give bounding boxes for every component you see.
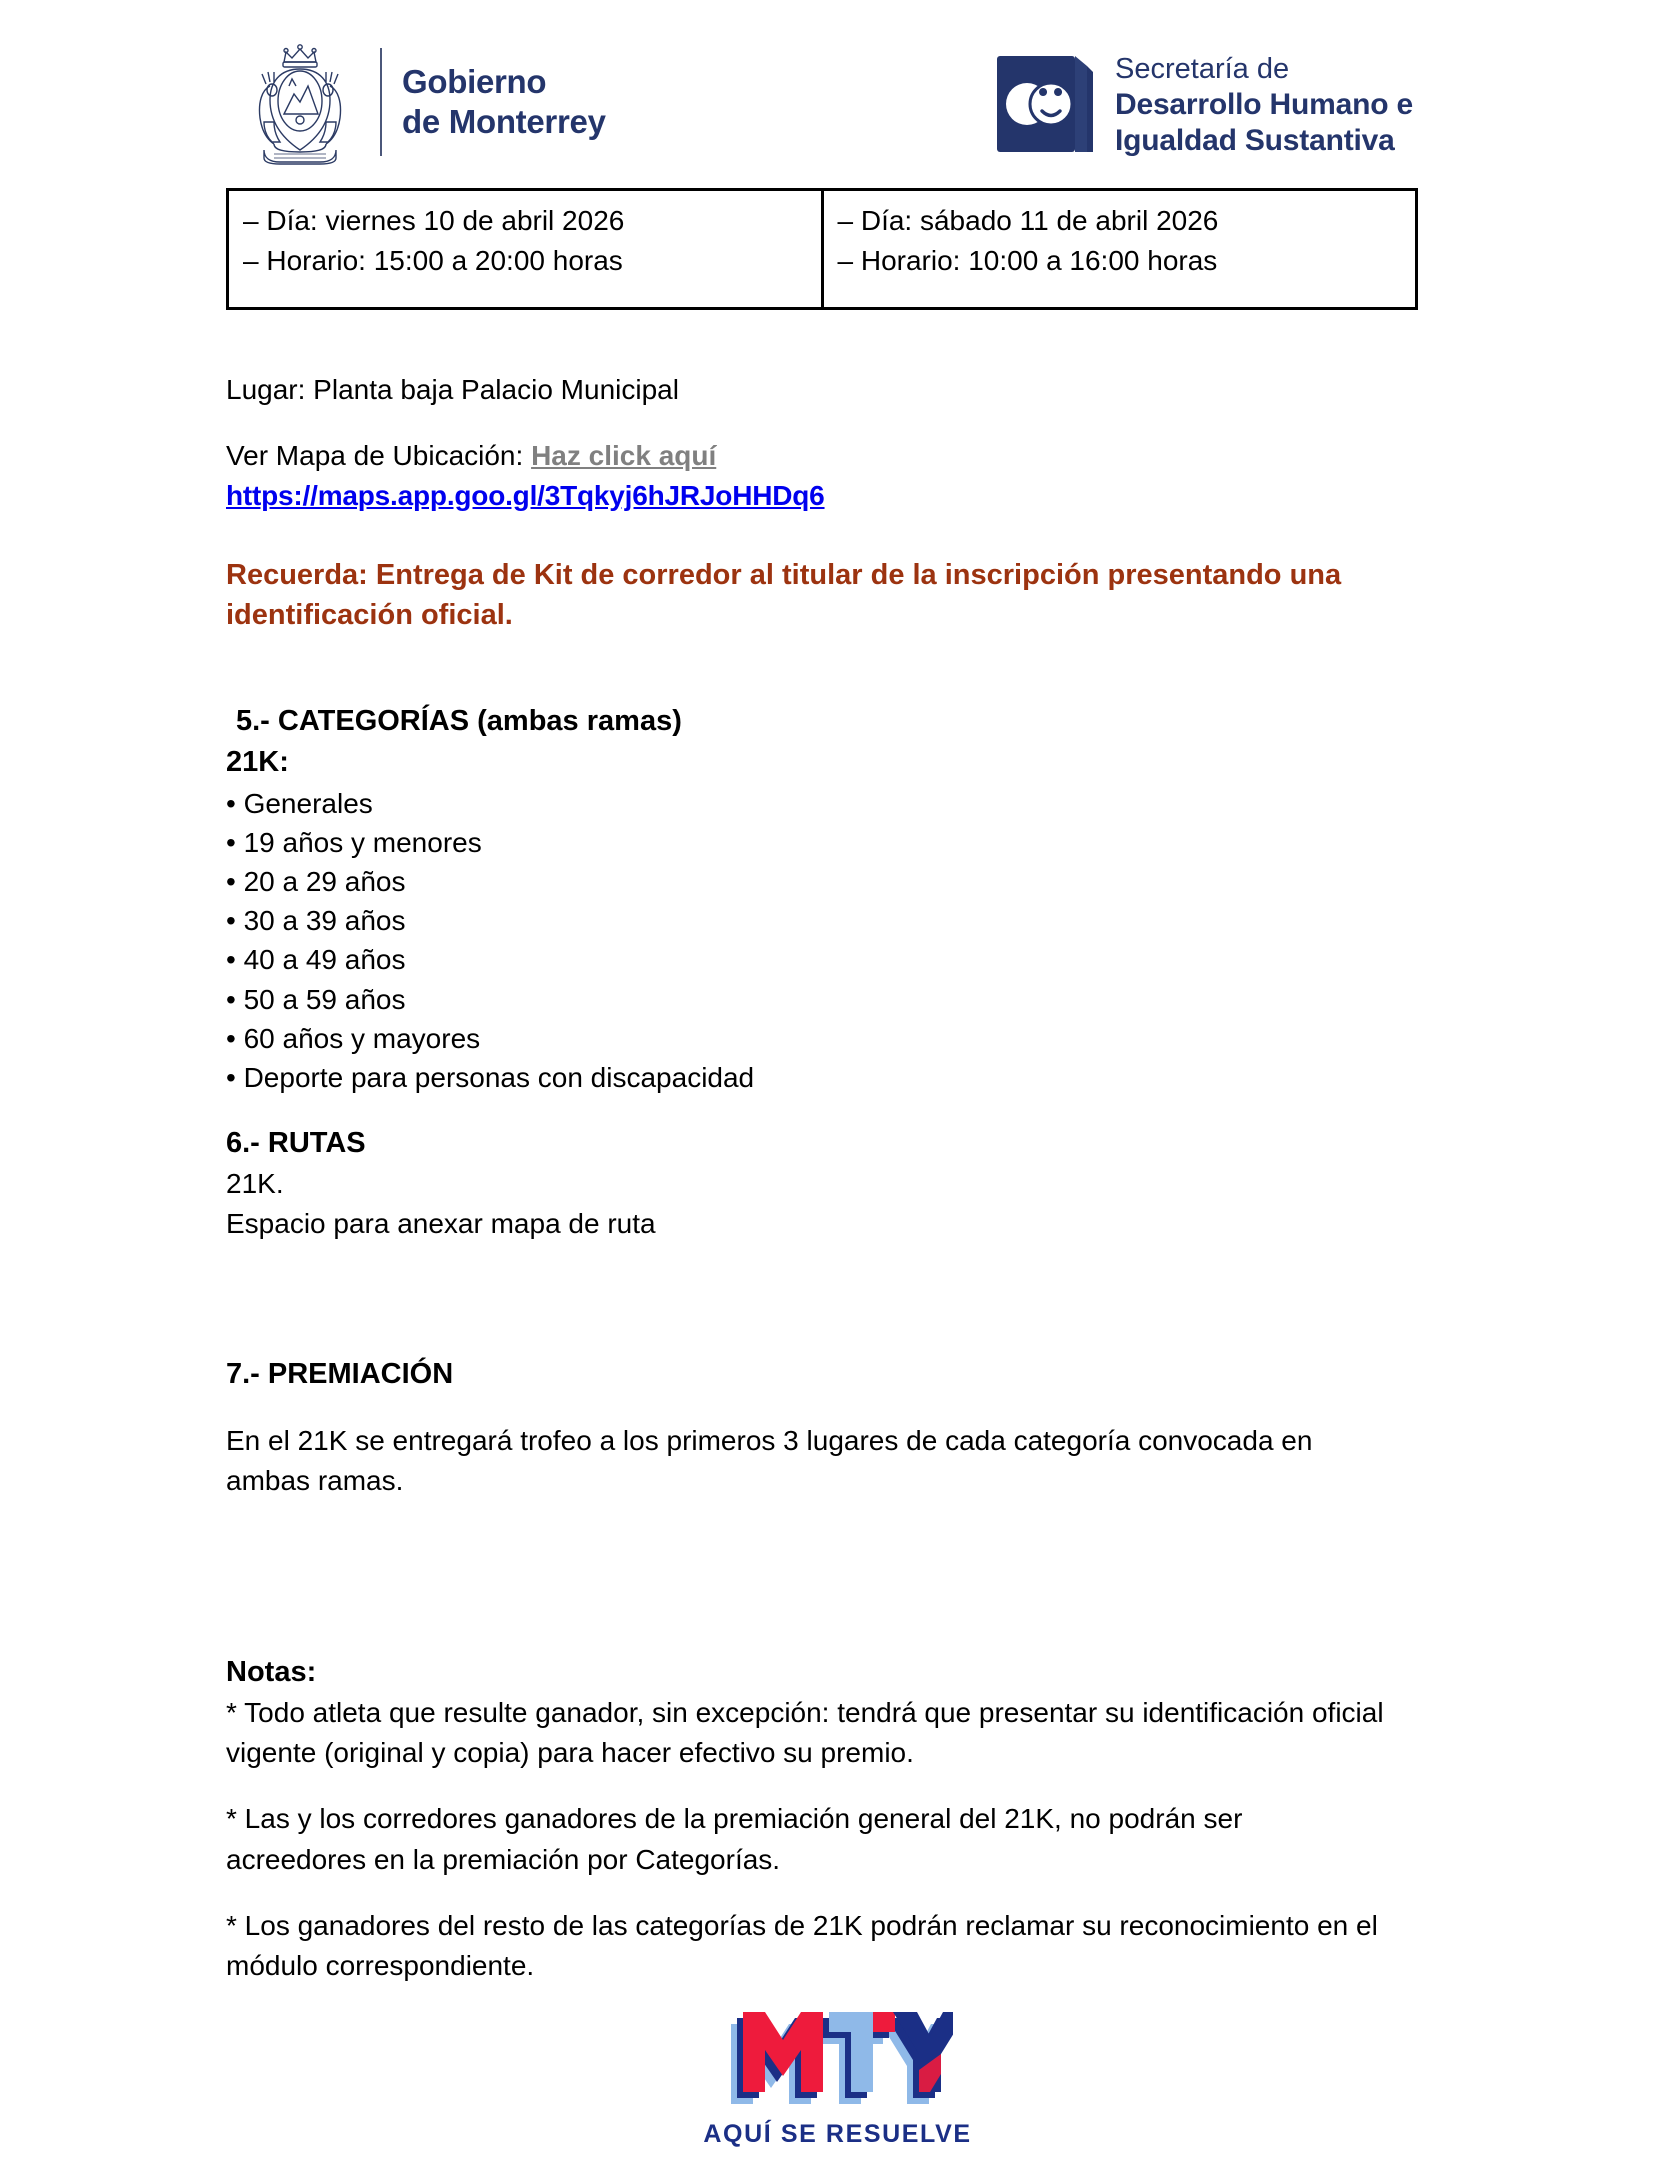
gobierno-wordmark [402, 62, 606, 143]
saturday-hours-line: – Horario: 10:00 a 16:00 horas [837, 244, 1218, 276]
list-item: • 60 años y mayores [226, 1022, 481, 1054]
rutas-heading: 6.- RUTAS [226, 1127, 366, 1160]
recuerda-note: Recuerda: Entrega de Kit de corredor al titular de la inscripción presentando una identificación oficial. [226, 559, 1342, 632]
map-url-link[interactable]: https://maps.app.goo.gl/3Tqkyj6hJRJoHHDq6 [226, 479, 825, 511]
secretaria-line-3: Igualdad Sustantiva [1115, 123, 1395, 157]
list-item: • 50 a 59 años [226, 983, 406, 1015]
haz-click-aqui-link[interactable]: Haz click aquí [531, 439, 717, 471]
categorias-list [226, 784, 1426, 1098]
premiacion-heading: 7.- PREMIACIÓN [226, 1357, 454, 1390]
ver-mapa-label: Ver Mapa de Ubicación: [226, 439, 532, 471]
gobierno-line-2: de Monterrey [402, 103, 606, 140]
schedule-table [226, 188, 1418, 310]
monterrey-coat-of-arms-icon [240, 38, 360, 166]
document-header [0, 30, 1675, 180]
categorias-subheading: 21K: [226, 746, 289, 779]
rutas-distance: 21K. [226, 1168, 284, 1200]
lugar-line: Lugar: Planta baja Palacio Municipal [226, 374, 679, 405]
mty-logo-icon [723, 2004, 953, 2116]
friday-hours-line: – Horario: 15:00 a 20:00 horas [243, 244, 623, 276]
notas-heading: Notas: [226, 1655, 317, 1688]
mty-tagline: AQUÍ SE RESUELVE [703, 2120, 972, 2148]
table-row [228, 190, 1417, 309]
secretaria-line-2: Desarrollo Humano e [1115, 87, 1413, 121]
list-item: • 19 años y menores [226, 826, 482, 858]
saturday-day-line: – Día: sábado 11 de abril 2026 [837, 205, 1219, 236]
notas-item-3: * Los ganadores del resto de las categorías de 21K podrán reclamar su reconocimiento en el módulo correspondiente. [226, 1910, 1378, 1982]
mty-footer-logo [0, 2004, 1675, 2149]
friday-day-line: – Día: viernes 10 de abril 2026 [243, 205, 625, 236]
gobierno-line-1: Gobierno [402, 62, 547, 100]
notas-item-2: * Las y los corredores ganadores de la premiación general del 21K, no podrán ser acreedores en la premiación por Categorías. [226, 1803, 1243, 1875]
logo-divider [380, 48, 382, 156]
secretaria-wordmark [1115, 52, 1413, 159]
list-item: • 40 a 49 años [226, 944, 406, 976]
categorias-heading: 5.- CATEGORÍAS (ambas ramas) [236, 705, 682, 738]
list-item: • 30 a 39 años [226, 905, 406, 937]
list-item: • 20 a 29 años [226, 866, 406, 897]
schedule-cell-saturday [822, 190, 1417, 309]
gobierno-de-monterrey-logo [240, 38, 606, 166]
list-item: • Generales [226, 787, 373, 819]
secretaria-line-1: Secretaría de [1115, 53, 1290, 85]
list-item: • Deporte para personas con discapacidad [226, 1061, 755, 1093]
book-people-icon [995, 52, 1097, 156]
schedule-cell-friday [228, 190, 823, 309]
secretaria-logo [995, 52, 1413, 159]
rutas-map-placeholder: Espacio para anexar mapa de ruta [226, 1208, 656, 1240]
premiacion-paragraph: En el 21K se entregará trofeo a los primeros 3 lugares de cada categoría convocada en ambas ramas. [226, 1424, 1313, 1497]
document-body [226, 370, 1426, 1987]
notas-item-1: * Todo atleta que resulte ganador, sin excepción: tendrá que presentar su identificación oficial vigente (original y copia) para hacer efectivo su premio. [226, 1696, 1384, 1769]
ver-mapa-row [226, 436, 1426, 476]
